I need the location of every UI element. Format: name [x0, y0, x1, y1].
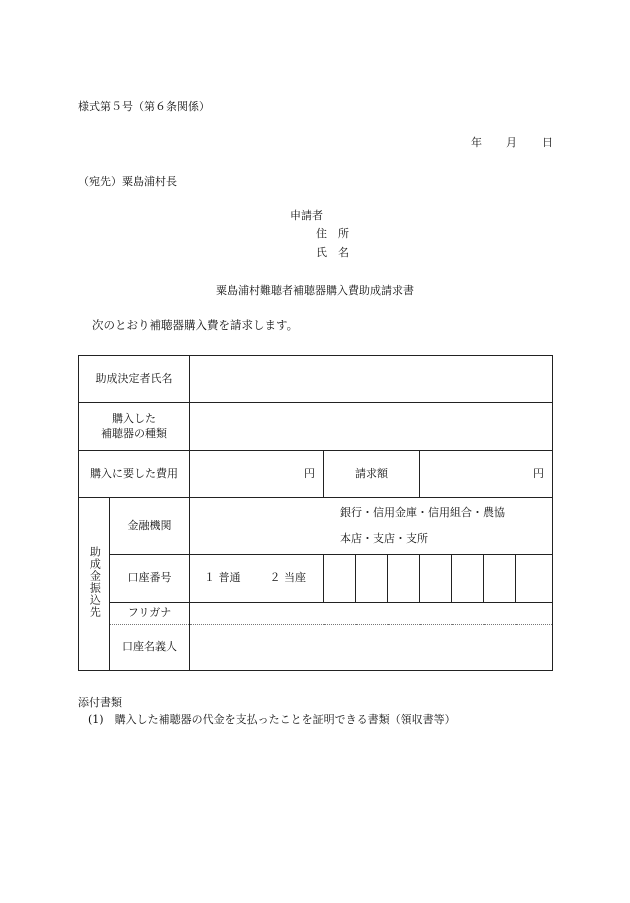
applicant-name-label: 氏 名: [316, 246, 349, 259]
furigana-label: フリガナ: [110, 603, 190, 625]
account-holder-field[interactable]: [190, 625, 553, 671]
row-cost: [79, 451, 553, 498]
account-type-ordinary[interactable]: １ 普通: [204, 571, 241, 585]
account-digit-7[interactable]: [516, 555, 553, 603]
device-type-field[interactable]: [190, 403, 553, 451]
account-type-cell[interactable]: [190, 555, 324, 603]
transfer-group-text: 助成金振込先: [88, 545, 102, 618]
recipient-name-field[interactable]: [190, 356, 553, 403]
applicant-label: 申請者: [290, 209, 323, 222]
account-digit-3[interactable]: [388, 555, 420, 603]
request-form-table: [78, 355, 553, 671]
account-holder-label: 口座名義人: [110, 625, 190, 671]
account-digit-4[interactable]: [420, 555, 452, 603]
row-bank: [79, 498, 553, 555]
account-digit-5[interactable]: [452, 555, 484, 603]
account-digit-1[interactable]: [324, 555, 356, 603]
addressee: （宛先）粟島浦村長: [78, 175, 177, 188]
date-day-label: 日: [542, 136, 553, 149]
bank-field[interactable]: [190, 498, 553, 555]
row-account-number: [79, 555, 553, 603]
date-month-label: 月: [506, 136, 517, 149]
branch-types-text: 本店・支店・支所: [340, 532, 428, 545]
row-recipient: [79, 356, 553, 403]
transfer-group-label: [79, 498, 110, 671]
cost-yen-unit: 円: [304, 466, 315, 480]
claim-field[interactable]: [420, 451, 553, 498]
form-number: 様式第５号（第６条関係）: [78, 100, 210, 113]
applicant-address-label: 住 所: [316, 227, 349, 240]
bank-types-text: 銀行・信用金庫・信用組合・農協: [340, 506, 505, 519]
furigana-field[interactable]: [190, 603, 553, 625]
device-type-label-line1: 購入した: [112, 411, 156, 425]
bank-label: 金融機関: [110, 498, 190, 555]
account-type-current[interactable]: ２ 当座: [269, 571, 306, 585]
cost-field[interactable]: [190, 451, 324, 498]
recipient-name-label: 助成決定者氏名: [79, 356, 190, 403]
attachments-heading: 添付書類: [78, 696, 122, 709]
attachment-item-1: (1) 購入した補聴器の代金を支払ったことを証明できる書類（領収書等）: [88, 713, 456, 726]
claim-yen-unit: 円: [533, 466, 544, 480]
account-digit-2[interactable]: [356, 555, 388, 603]
row-account-holder: [79, 625, 553, 671]
row-furigana: [79, 603, 553, 625]
intro-text: 次のとおり補聴器購入費を請求します。: [92, 318, 299, 332]
claim-label: 請求額: [324, 451, 420, 498]
account-number-label: 口座番号: [110, 555, 190, 603]
device-type-label: [79, 403, 190, 451]
cost-label: 購入に要した費用: [79, 451, 190, 498]
account-digit-6[interactable]: [484, 555, 516, 603]
document-title: 粟島浦村難聴者補聴器購入費助成請求書: [216, 284, 414, 297]
row-device-type: [79, 403, 553, 451]
date-year-label: 年: [471, 136, 482, 149]
device-type-label-line2: 補聴器の種類: [101, 426, 167, 440]
